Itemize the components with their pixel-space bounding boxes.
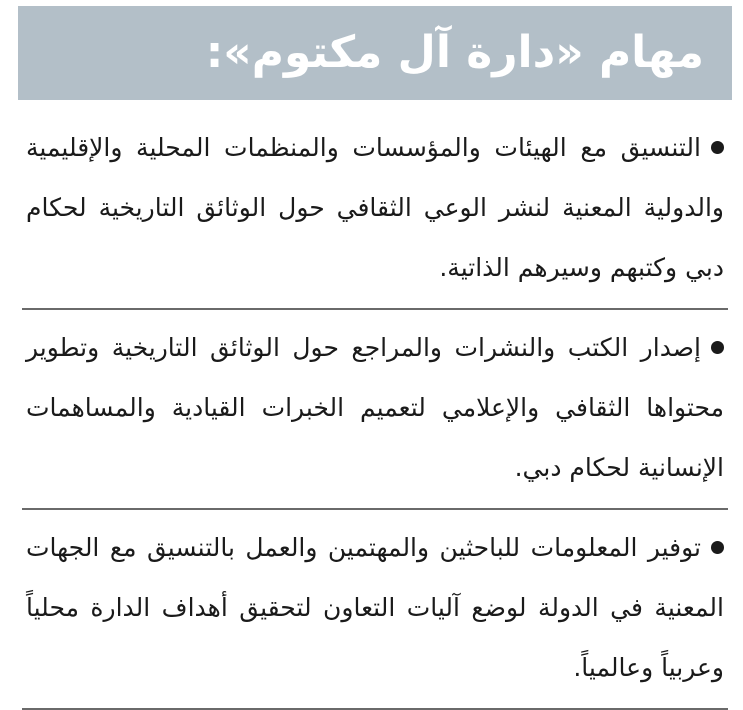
bullet-icon bbox=[711, 141, 724, 154]
list-item bbox=[22, 310, 728, 510]
header-banner bbox=[18, 6, 732, 100]
list-item-text: إصدار الكتب والنشرات والمراجع حول الوثائق التاريخية وتطوير محتواها الثقافي والإعلامي لتعميم الخبرات القيادية والمساهمات الإنسانية لحكام دبي. bbox=[26, 333, 724, 482]
list-item bbox=[22, 110, 728, 310]
list-item-text: توفير المعلومات للباحثين والمهتمين والعمل بالتنسيق مع الجهات المعنية في الدولة لوضع آليات التعاون لتحقيق أهداف الدارة محلياً وعربياً وعالمياً. bbox=[26, 533, 724, 682]
page-title: مهام «دارة آل مكتوم»: bbox=[205, 27, 704, 78]
list-item-text: التنسيق مع الهيئات والمؤسسات والمنظمات المحلية والإقليمية والدولية المعنية لنشر الوعي الثقافي حول الوثائق التاريخية لحكام دبي وكتبهم وسيرهم الذاتية. bbox=[26, 133, 724, 282]
list-item bbox=[22, 510, 728, 710]
list-item-paragraph bbox=[26, 118, 724, 298]
bullet-icon bbox=[711, 341, 724, 354]
list-item-paragraph bbox=[26, 318, 724, 498]
list-item-paragraph bbox=[26, 518, 724, 698]
bullet-icon bbox=[711, 541, 724, 554]
task-list bbox=[22, 110, 728, 710]
